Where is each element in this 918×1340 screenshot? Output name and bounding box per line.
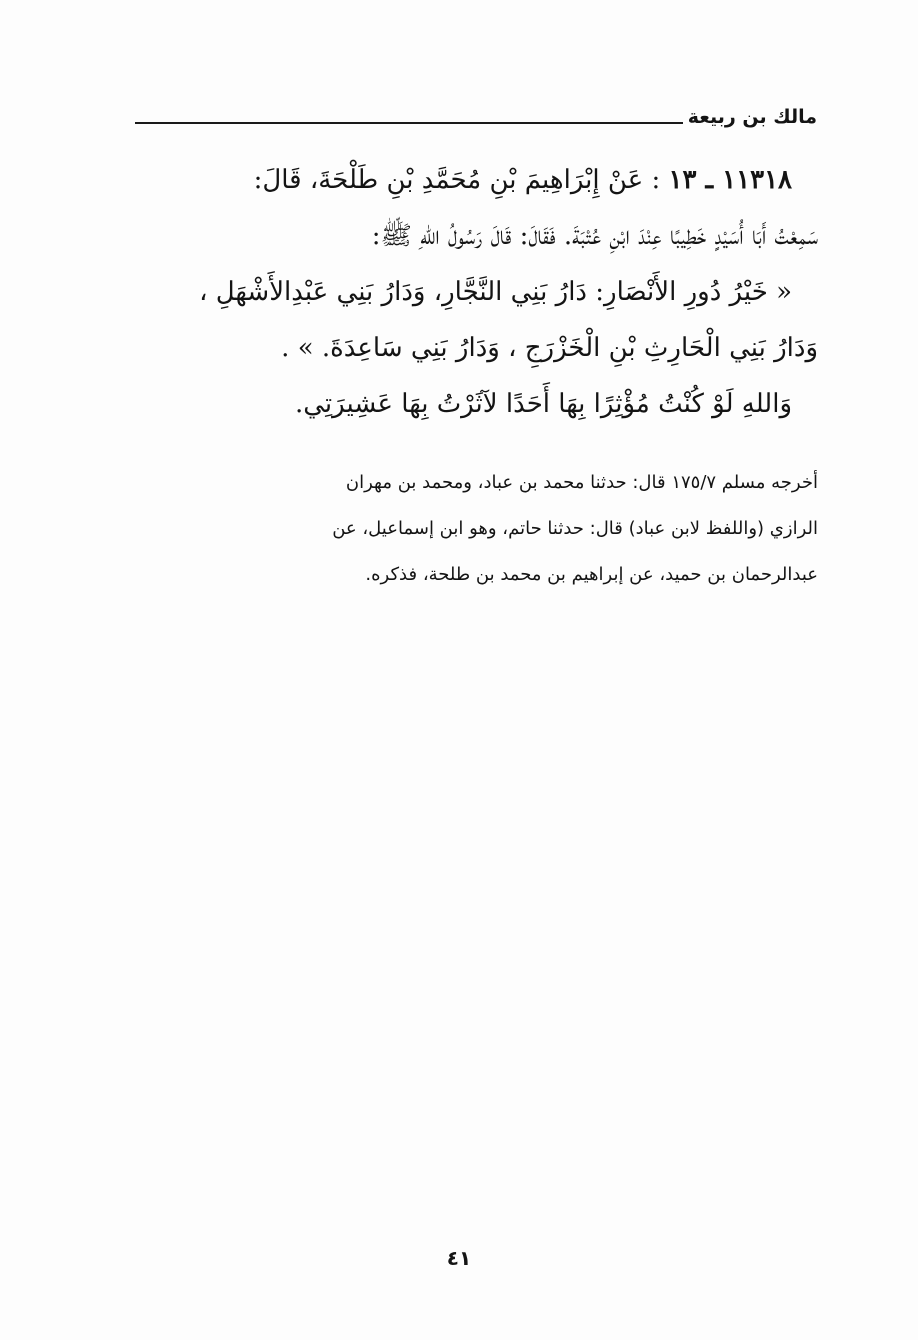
hadith-line-4: وَدَارُ بَنِي الْحَارِثِ بْنِ الْخَزْرَجِ ، وَدَارُ بَنِي سَاعِدَةَ. » .: [281, 333, 818, 363]
page-number: ٤١: [446, 1246, 472, 1270]
hadith-line-1-text: : عَنْ إِبْرَاهِيمَ بْنِ مُحَمَّدِ بْنِ طَلْحَةَ، قَالَ:: [253, 165, 661, 195]
takhrij-note: [133, 460, 818, 598]
page-header: [135, 106, 817, 136]
header-rule: [135, 122, 683, 124]
hadith-line-1: [133, 152, 818, 208]
hadith-number: ١١٣١٨ ـ ١٣: [668, 165, 792, 195]
hadith-text: [133, 152, 818, 432]
hadith-line-2: سَمِعْتُ أَبَا أُسَيْدٍ خَطِيبًا عِنْدَ ابْنِ عُتْبَةَ. فَقَالَ: قَالَ رَسُولُ اللهِ ﷺ:: [371, 221, 818, 251]
takhrij-line-3: عبدالرحمان بن حميد، عن إبراهيم بن محمد بن طلحة، فذكره.: [365, 564, 818, 585]
takhrij-line-1: أخرجه مسلم ١٧٥/٧ قال: حدثنا محمد بن عباد، ومحمد بن مهران: [345, 472, 818, 493]
running-title: مالك بن ربيعة: [687, 106, 817, 128]
takhrij-line-2: الرازي (واللفظ لابن عباد) قال: حدثنا حاتم، وهو ابن إسماعيل، عن: [332, 518, 818, 539]
hadith-line-5: وَاللهِ لَوْ كُنْتُ مُؤْثِرًا بِهَا أَحَدًا لآثَرْتُ بِهَا عَشِيرَتِي.: [294, 389, 792, 419]
hadith-line-3: « خَيْرُ دُورِ الأَنْصَارِ: دَارُ بَنِي النَّجَّارِ، وَدَارُ بَنِي عَبْدِالأَشْهَلِ ،: [199, 277, 792, 307]
